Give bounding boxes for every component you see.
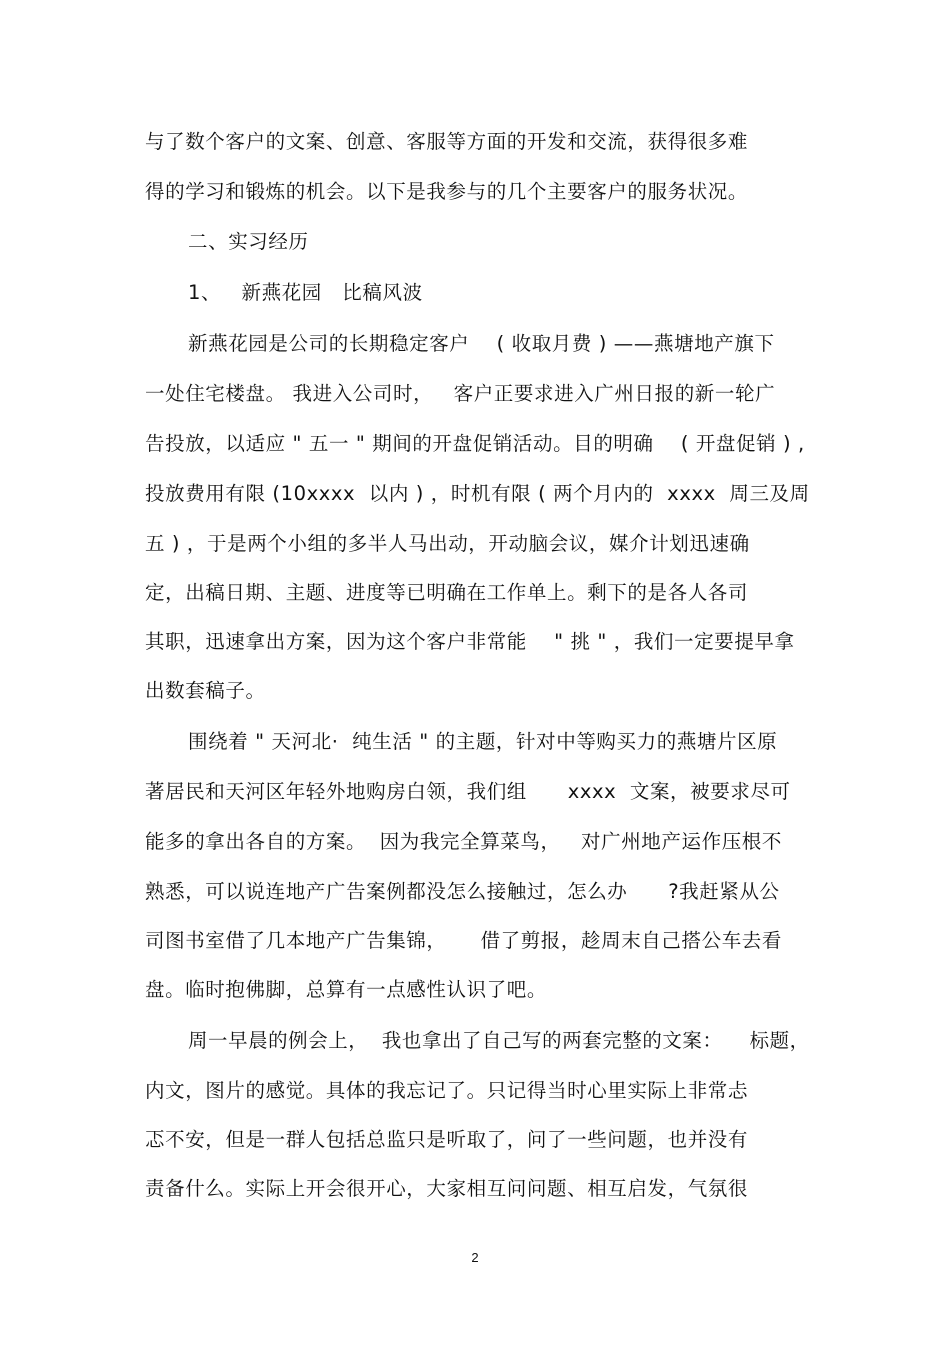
page-number: 2 <box>471 1250 479 1265</box>
text-line: 得的学习和锻炼的机会。以下是我参与的几个主要客户的服务状况。 <box>145 180 749 203</box>
text-line: 告投放，以适应 " 五一 " 期间的开盘促销活动。目的明确 ( 开盘促销 ) , <box>145 432 805 455</box>
paragraph-start-line: 围绕着 " 天河北· 纯生活 " 的主题，针对中等购买力的燕塘片区原 <box>188 730 778 753</box>
text-line: 定，出稿日期、主题、进度等已明确在工作单上。剩下的是各人各司 <box>145 581 749 604</box>
section-heading: 二、实习经历 <box>188 230 309 253</box>
text-line: 著居民和天河区年轻外地购房白领，我们组 xxxx 文案，被要求尽可 <box>145 780 791 803</box>
text-line: 盘。临时抱佛脚，总算有一点感性认识了吧。 <box>145 978 548 1001</box>
paragraph-start-line: 新燕花园是公司的长期稳定客户 ( 收取月费 ) ——燕塘地产旗下 <box>188 332 775 355</box>
paragraph-start-line: 周一早晨的例会上， 我也拿出了自己写的两套完整的文案： 标题， <box>188 1029 810 1052</box>
text-line: 能多的拿出各自的方案。 因为我完全算菜鸟， 对广州地产运作压根不 <box>145 830 782 853</box>
text-line: 熟悉，可以说连地产广告案例都没怎么接触过，怎么办 ?我赶紧从公 <box>145 880 780 903</box>
text-line: 其职，迅速拿出方案，因为这个客户非常能 " 挑 " ，我们一定要提早拿 <box>145 630 795 653</box>
text-line: 五 ) ，于是两个小组的多半人马出动，开动脑会议，媒介计划迅速确 <box>145 532 750 555</box>
text-line: 司图书室借了几本地产广告集锦， 借了剪报，趁周末自己搭公车去看 <box>145 929 782 952</box>
text-line: 投放费用有限 (10xxxx 以内 ) ，时机有限 ( 两个月内的 xxxx 周三及周 <box>145 482 810 505</box>
text-line: 一处住宅楼盘。 我进入公司时， 客户正要求进入广州日报的新一轮广 <box>145 382 776 405</box>
text-line: 内文，图片的感觉。具体的我忘记了。只记得当时心里实际上非常忐 <box>145 1079 749 1102</box>
text-line: 忑不安，但是一群人包括总监只是听取了，问了一些问题，也并没有 <box>145 1128 749 1151</box>
text-line: 责备什么。实际上开会很开心，大家相互问问题、相互启发，气氛很 <box>145 1177 749 1200</box>
text-line: 出数套稿子。 <box>145 679 266 702</box>
text-line: 与了数个客户的文案、创意、客服等方面的开发和交流，获得很多难 <box>145 130 749 153</box>
subsection-heading: 1、 新燕花园 比稿风波 <box>188 281 423 304</box>
